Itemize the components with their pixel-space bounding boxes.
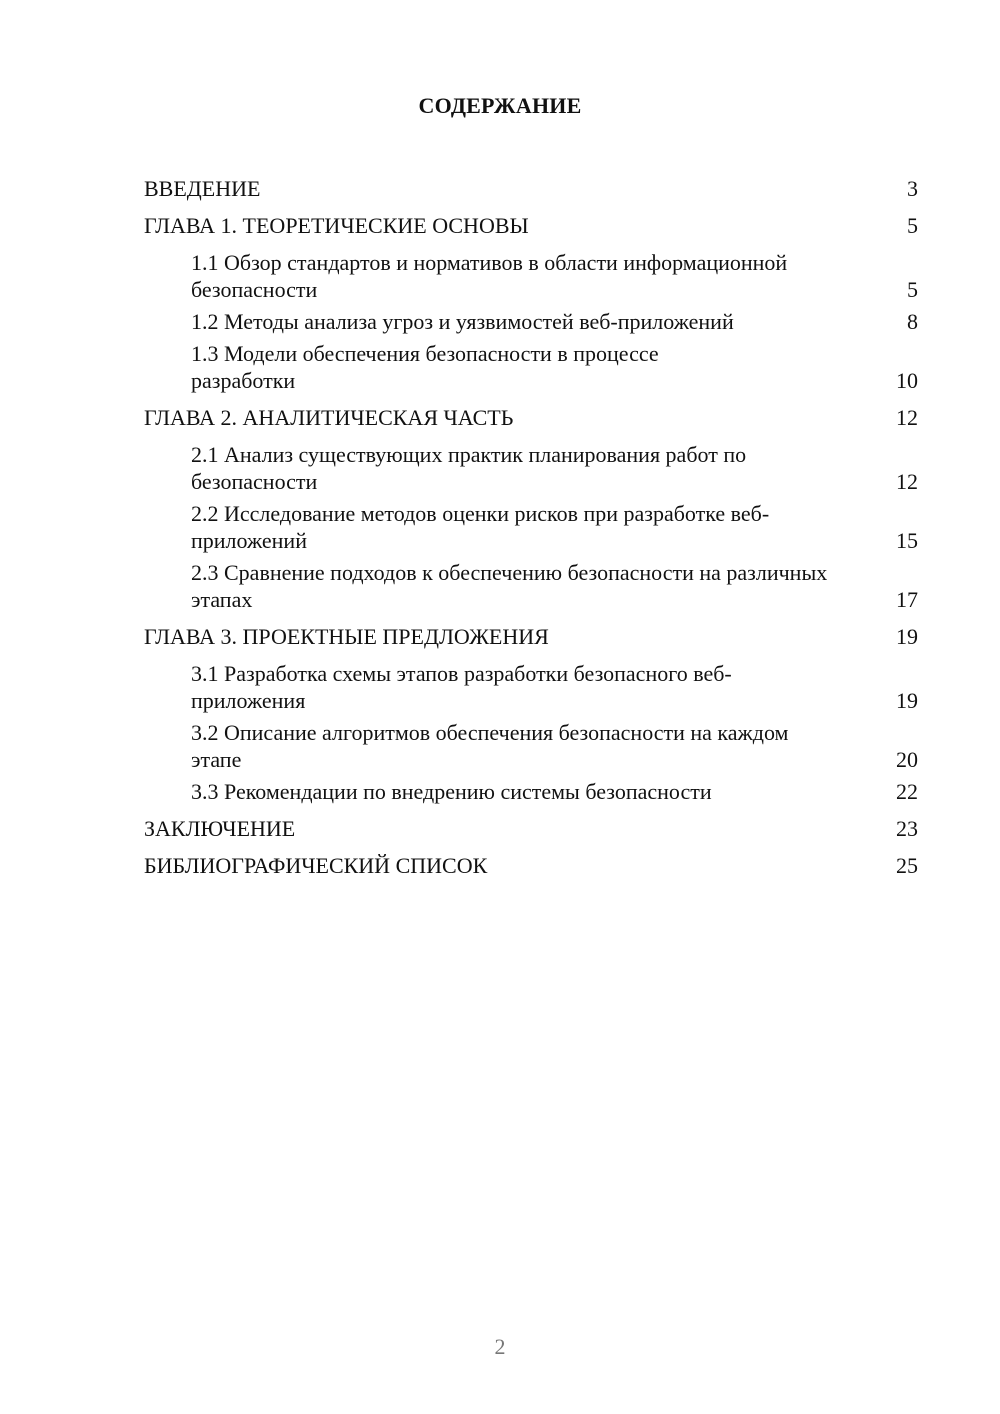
toc-subentry[interactable] [144, 340, 918, 394]
toc-entry-title: ГЛАВА 2. АНАЛИТИЧЕСКАЯ ЧАСТЬ [144, 405, 514, 430]
toc-entry-page: 20 [896, 747, 918, 772]
toc-entry-title: 3.2 Описание алгоритмов обеспечения безопасности на каждом этапе [191, 720, 789, 772]
toc-entry[interactable] [144, 170, 918, 207]
toc-entry[interactable] [144, 810, 918, 847]
toc-entry-page: 8 [907, 309, 918, 334]
toc-entry[interactable] [144, 207, 918, 244]
toc-entry-title: 1.2 Методы анализа угроз и уязвимостей веб-приложений [191, 309, 734, 334]
toc-subentry[interactable] [144, 660, 918, 714]
page-title: СОДЕРЖАНИЕ [418, 93, 582, 118]
toc-subentry[interactable] [144, 500, 918, 554]
toc-entry-page: 15 [896, 528, 918, 553]
toc-subentry[interactable] [144, 249, 918, 303]
toc-entry[interactable] [144, 618, 918, 655]
toc-entry-title: БИБЛИОГРАФИЧЕСКИЙ СПИСОК [144, 853, 488, 878]
toc-entry-page: 12 [896, 469, 918, 494]
toc-entry-page: 5 [907, 213, 918, 238]
toc-entry-page: 19 [896, 688, 918, 713]
toc-entry-title: ВВЕДЕНИЕ [144, 176, 261, 201]
toc-entry-title: 1.3 Модели обеспечения безопасности в процессе разработки [191, 341, 659, 393]
toc-subentry[interactable] [144, 719, 918, 773]
toc-entry-page: 25 [896, 853, 918, 878]
toc-entry-title: 2.1 Анализ существующих практик планирования работ по безопасности [191, 442, 747, 494]
page-number: 2 [494, 1334, 506, 1359]
toc-entry[interactable] [144, 399, 918, 436]
toc-entry-title: 2.2 Исследование методов оценки рисков при разработке веб-приложений [191, 501, 770, 553]
toc-entry-page: 22 [896, 779, 918, 804]
table-of-contents [144, 170, 918, 884]
toc-entry-page: 5 [907, 277, 918, 302]
toc-entry-page: 10 [896, 368, 918, 393]
toc-entry-title: 1.1 Обзор стандартов и нормативов в области информационной безопасности [191, 250, 788, 302]
toc-subentry[interactable] [144, 308, 918, 335]
toc-subentry[interactable] [144, 778, 918, 805]
toc-entry-page: 3 [907, 176, 918, 201]
toc-entry-title: ГЛАВА 3. ПРОЕКТНЫЕ ПРЕДЛОЖЕНИЯ [144, 624, 549, 649]
toc-subentry[interactable] [144, 441, 918, 495]
toc-entry-title: 2.3 Сравнение подходов к обеспечению безопасности на различных этапах [191, 560, 828, 612]
toc-entry[interactable] [144, 847, 918, 884]
toc-subentry[interactable] [144, 559, 918, 613]
toc-entry-title: ЗАКЛЮЧЕНИЕ [144, 816, 296, 841]
toc-entry-page: 12 [896, 405, 918, 430]
toc-entry-title: 3.1 Разработка схемы этапов разработки безопасного веб-приложения [191, 661, 732, 713]
toc-entry-title: 3.3 Рекомендации по внедрению системы безопасности [191, 779, 712, 804]
toc-entry-title: ГЛАВА 1. ТЕОРЕТИЧЕСКИЕ ОСНОВЫ [144, 213, 529, 238]
toc-entry-page: 23 [896, 816, 918, 841]
toc-entry-page: 19 [896, 624, 918, 649]
toc-entry-page: 17 [896, 587, 918, 612]
